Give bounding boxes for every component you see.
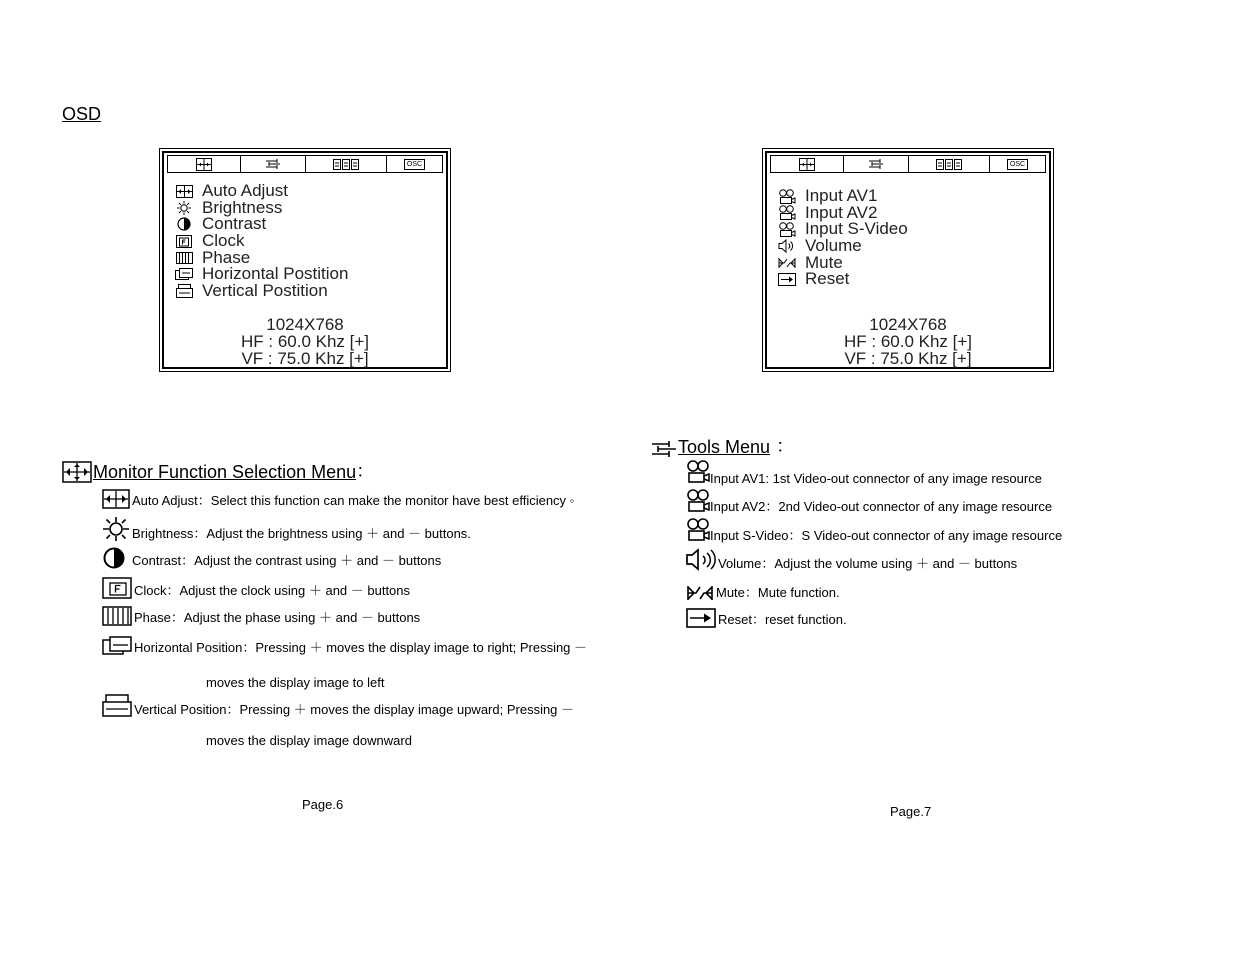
osd-item-label: Clock (202, 231, 245, 251)
reset-icon (778, 273, 796, 286)
clock-icon (176, 235, 192, 248)
osd-item-label: Horizontal Postition (202, 264, 349, 284)
monitor-item-vertical-position-cont: moves the display image downward (206, 733, 412, 748)
osd-item-contrast[interactable] (174, 216, 348, 233)
monitor-item-brightness (102, 516, 471, 542)
tools-item-reset (686, 608, 847, 628)
osd-panel-tools (765, 151, 1051, 369)
osd-panel-monitor (162, 151, 448, 369)
osd-title: OSD (62, 104, 102, 124)
osd-menu-list (174, 183, 348, 299)
monitor-item-phase (102, 606, 420, 626)
reset-icon (686, 608, 716, 628)
mute-icon (778, 257, 796, 269)
osd-vf: VF : 75.0 Khz [+] (844, 349, 972, 368)
osd-item-label: Input AV1 (805, 186, 878, 206)
video-input-icon (778, 189, 796, 204)
tools-menu-title: Tools Menu (678, 437, 771, 457)
osd-tab-bar (770, 155, 1046, 173)
osd-resolution: 1024X768 (266, 315, 344, 334)
brightness-icon (176, 201, 192, 215)
osd-item-label: Brightness (202, 197, 283, 217)
tools-item-text: Input AV1: 1st Video-out connector of any image resource (710, 471, 1042, 486)
color-tab-icon (936, 159, 962, 170)
tab-monitor[interactable] (771, 156, 844, 172)
monitor-item-text: Vertical Position：Pressing ＋ moves the display image upward; Pressing － (134, 702, 575, 717)
osd-item-clock[interactable] (174, 233, 348, 250)
color-tab-icon (333, 159, 359, 170)
monitor-item-contrast (102, 547, 441, 569)
tab-color[interactable] (306, 156, 387, 172)
monitor-item-text: Phase：Adjust the phase using ＋ and － buttons (134, 610, 421, 625)
monitor-item-text: Horizontal Position：Pressing ＋ moves the display image to right; Pressing － (134, 640, 588, 655)
monitor-item-auto-adjust (102, 489, 574, 509)
tab-monitor[interactable] (168, 156, 241, 172)
osd-item-reset[interactable] (777, 271, 908, 288)
monitor-item-clock (102, 577, 410, 599)
monitor-item-text: Contrast：Adjust the contrast using ＋ and － buttons (132, 553, 442, 568)
tools-item-text: Reset：reset function. (718, 612, 847, 627)
monitor-menu-icon (62, 461, 92, 483)
osd-item-label: Reset (805, 269, 850, 289)
volume-icon (686, 548, 718, 572)
osd-item-label: Input S-Video (805, 219, 908, 239)
monitor-menu-colon: ： (356, 461, 375, 481)
monitor-tab-icon (196, 158, 212, 171)
tools-item-text: Volume：Adjust the volume using ＋ and － buttons (718, 556, 1018, 571)
osd-item-label: Volume (805, 236, 862, 256)
tools-item-input-av2 (686, 489, 1052, 515)
volume-icon (778, 239, 796, 253)
video-input-icon (778, 205, 796, 220)
osd-item-vertical-position[interactable] (174, 280, 348, 300)
tab-osd[interactable] (387, 156, 442, 172)
video-input-icon (686, 489, 712, 515)
osd-item-label: Mute (805, 252, 843, 272)
tools-tab-icon (868, 158, 884, 170)
monitor-menu-title: Monitor Function Selection Menu (93, 462, 357, 482)
osd-item-label: Vertical Postition (202, 280, 328, 300)
page-number-right: Page.7 (890, 804, 932, 819)
osd-resolution: 1024X768 (869, 315, 947, 334)
monitor-item-horizontal-position (102, 636, 587, 656)
auto-adjust-icon (102, 489, 130, 509)
osd-item-label: Input AV2 (805, 202, 878, 222)
video-input-icon (686, 518, 712, 544)
monitor-item-text: Auto Adjust：Select this function can make the monitor have best efficiency ◦ (132, 493, 575, 508)
tools-item-volume (686, 548, 1017, 572)
tools-item-mute (686, 582, 840, 601)
brightness-icon (102, 516, 130, 542)
tools-item-input-av1 (686, 460, 1042, 486)
contrast-icon (102, 547, 130, 569)
tools-item-input-s-video (686, 518, 1062, 544)
tab-tools[interactable] (241, 156, 306, 172)
tools-item-text: Mute：Mute function. (716, 585, 840, 600)
osd-item-label: Auto Adjust (202, 181, 289, 201)
phase-icon (176, 252, 193, 264)
monitor-menu-heading (62, 457, 374, 483)
monitor-item-text: Brightness：Adjust the brightness using ＋ and － buttons. (132, 526, 471, 541)
osd-tab-icon: OSC (404, 159, 425, 170)
tools-menu-colon: ： (776, 436, 795, 456)
osd-menu-list (777, 188, 908, 288)
vertical-position-icon (176, 284, 193, 298)
monitor-item-horizontal-position-cont: moves the display image to left (206, 675, 385, 690)
tab-tools[interactable] (844, 156, 909, 172)
vertical-position-icon (102, 694, 132, 718)
video-input-icon (686, 460, 712, 486)
tools-item-text: Input AV2：2nd Video-out connector of any image resource (710, 499, 1053, 514)
auto-adjust-icon (176, 185, 193, 198)
tools-menu-heading (651, 432, 794, 458)
contrast-icon (177, 217, 191, 231)
monitor-tab-icon (799, 158, 815, 171)
tab-osd[interactable] (990, 156, 1045, 172)
osd-hf: HF : 60.0 Khz [+] (240, 332, 370, 351)
monitor-item-text: Clock：Adjust the clock using ＋ and － buttons (134, 583, 411, 598)
tools-item-text: Input S-Video：S Video-out connector of any image resource (710, 528, 1063, 543)
osd-tab-bar (167, 155, 443, 173)
osd-item-label: Contrast (202, 214, 267, 234)
mute-icon (686, 585, 714, 601)
osd-vf: VF : 75.0 Khz [+] (241, 349, 369, 368)
phase-icon (102, 606, 132, 626)
osd-hf: HF : 60.0 Khz [+] (843, 332, 973, 351)
osd-tab-icon: OSC (1007, 159, 1028, 170)
horizontal-position-icon (175, 268, 193, 280)
clock-icon (102, 577, 132, 599)
video-input-icon (778, 222, 796, 237)
tab-color[interactable] (909, 156, 990, 172)
page-number-left: Page.6 (302, 797, 344, 812)
tools-tab-icon (265, 158, 281, 170)
horizontal-position-icon (102, 636, 132, 656)
tools-menu-icon (651, 440, 677, 458)
osd-item-label: Phase (202, 247, 251, 267)
monitor-item-vertical-position (102, 694, 574, 718)
